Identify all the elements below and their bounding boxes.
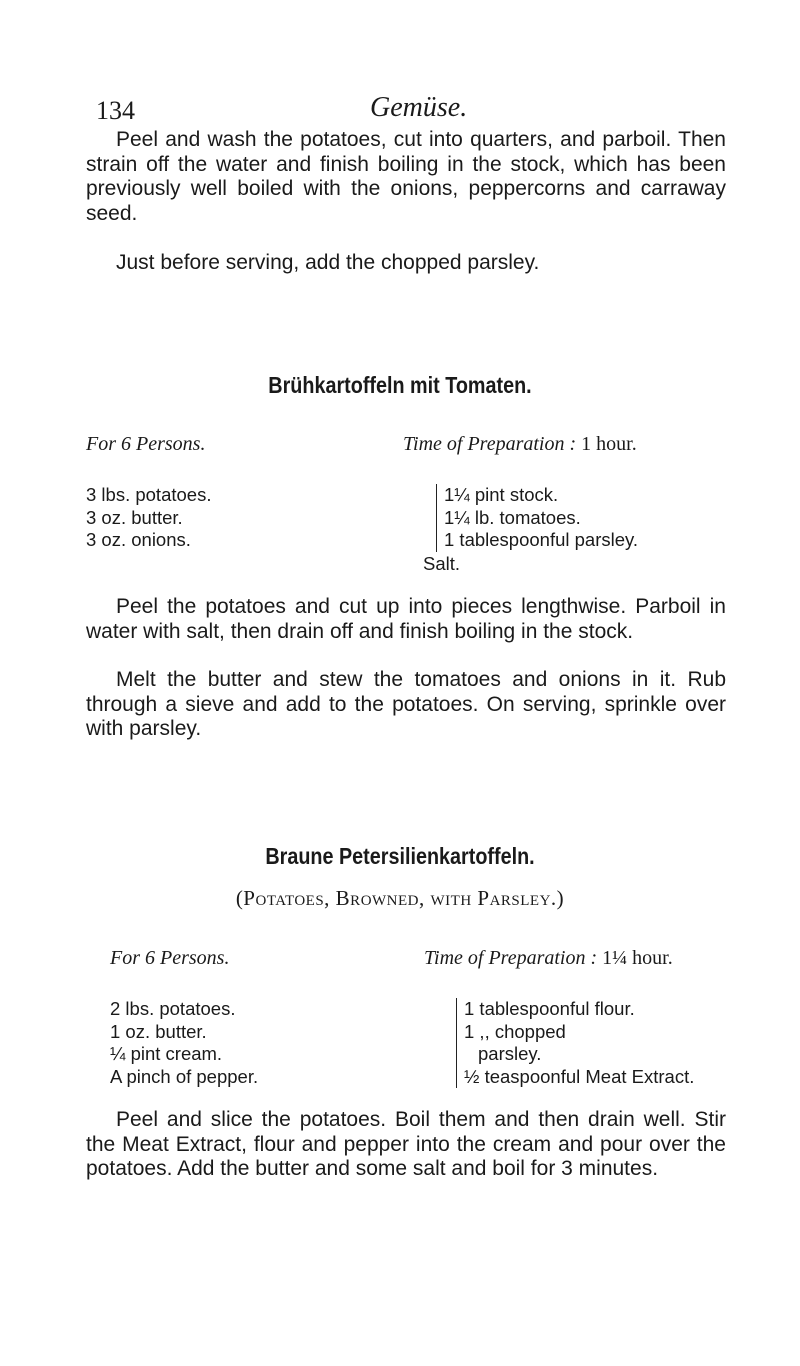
- recipe-1-time: [403, 433, 637, 456]
- recipe-1-title: Brühkartoffeln mit Tomaten.: [268, 372, 532, 398]
- ingredient-item: 1¼ lb. tomatoes.: [444, 506, 581, 528]
- recipe-1-paragraph-1: Peel the potatoes and cut up into pieces lengthwise. Parboil in water with salt, then drain off and finish boiling in the stock.: [86, 595, 726, 643]
- recipe-2-time-value: 1¼ hour.: [602, 947, 673, 969]
- recipe-2-ingredients-right: [456, 998, 754, 1088]
- recipe-1-paragraph-2: Melt the butter and stew the tomatoes and onions in it. Rub through a sieve and add to the potatoes. On serving, sprinkle over with parsley.: [86, 668, 726, 740]
- ingredient-item: parsley.: [478, 1043, 542, 1064]
- recipe-2-subtitle: (Potatoes, Browned, with Parsley.): [235, 886, 565, 910]
- recipe-1-time-value: 1 hour.: [581, 433, 637, 455]
- intro-paragraph-2: Just before serving, add the chopped parsley.: [116, 251, 540, 274]
- ingredient-item: 3 oz. butter.: [86, 506, 183, 528]
- recipe-2-paragraph-1: Peel and slice the potatoes. Boil them and then drain well. Stir the Meat Extract, flour and pepper into the cream and pour over the potatoes. Add the butter and some salt and boil for 3 minutes.: [86, 1108, 726, 1180]
- ingredient-item: ½ teaspoonful Meat Extract.: [464, 1065, 695, 1087]
- recipe-1-salt: Salt.: [423, 553, 461, 574]
- ingredient-item: ¼ pint cream.: [110, 1043, 223, 1064]
- recipe-2-persons: For 6 Persons.: [110, 947, 230, 969]
- recipe-2-time-label: Time of Preparation :: [424, 947, 598, 969]
- ingredient-item: 1¼ pint stock.: [444, 484, 559, 505]
- ingredient-item: 3 lbs. potatoes.: [86, 484, 212, 505]
- recipe-2-time: [424, 947, 673, 970]
- ingredient-item: 1 oz. butter.: [110, 1020, 207, 1042]
- ingredient-item: 1 ,, chopped: [464, 1020, 566, 1042]
- recipe-1-persons: For 6 Persons.: [86, 433, 206, 455]
- ingredient-item: 2 lbs. potatoes.: [110, 998, 236, 1019]
- recipe-1-time-label: Time of Preparation :: [403, 433, 577, 455]
- ingredient-item: 1 tablespoonful flour.: [464, 998, 635, 1019]
- recipe-2-ingredients-left: [110, 998, 258, 1088]
- recipe-2-title: Braune Petersilienkartoffeln.: [265, 843, 535, 869]
- ingredient-item: A pinch of pepper.: [110, 1065, 259, 1087]
- intro-paragraph-1: Peel and wash the potatoes, cut into quarters, and parboil. Then strain off the water and finish boiling in the stock, which has been previously well boiled with the onions, peppercorns and carraway seed.: [86, 128, 726, 225]
- running-head: Gemüse.: [370, 92, 468, 123]
- ingredient-item: 1 tablespoonful parsley.: [444, 529, 639, 550]
- ingredient-item: 3 oz. onions.: [86, 529, 191, 550]
- recipe-1-ingredients-right: [436, 484, 638, 552]
- recipe-1-ingredients-left: [86, 484, 211, 552]
- page-number: 134: [96, 96, 135, 125]
